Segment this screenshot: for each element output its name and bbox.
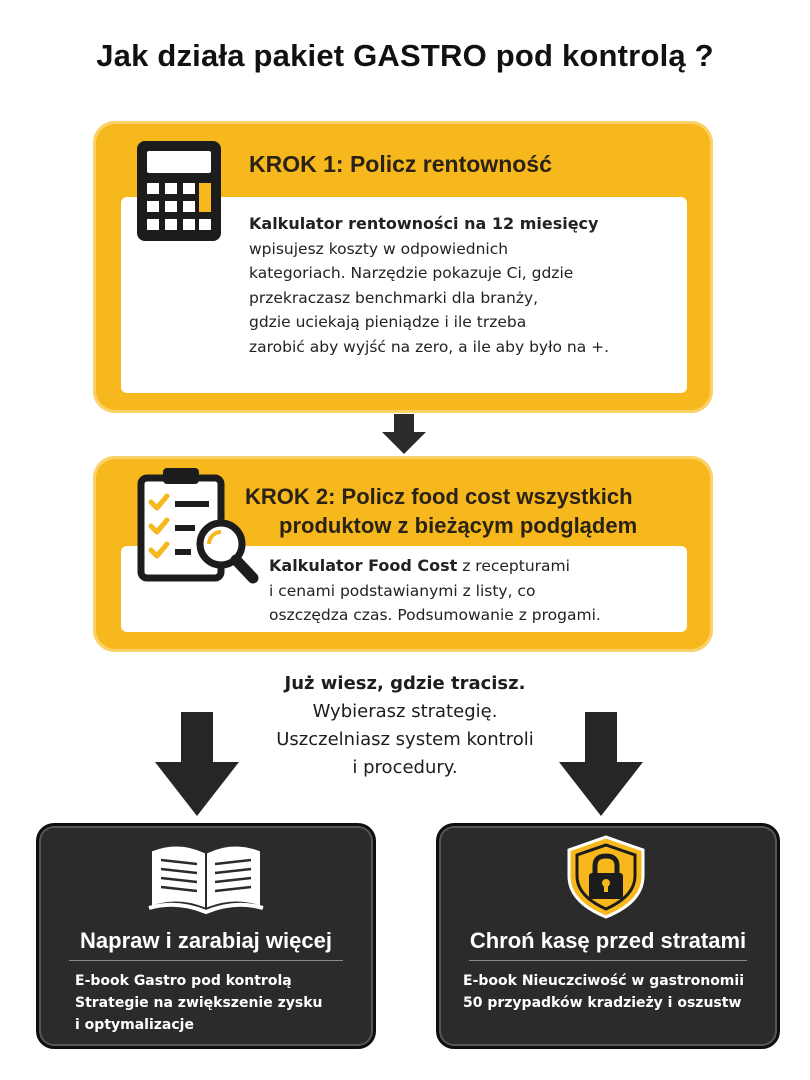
step2-card: [93, 456, 713, 652]
checklist-magnifier-icon: [135, 464, 259, 592]
arrow-down-left-icon: [155, 712, 239, 822]
shield-lock-icon: [563, 834, 649, 924]
step1-line: kategoriach. Narzędzie pokazuje Ci, gdzie: [249, 264, 574, 282]
left-box-line: E-book Gastro pod kontrolą: [75, 973, 292, 989]
step1-card: [93, 121, 713, 413]
step1-bold-line: Kalkulator rentowności na 12 miesięcy: [249, 214, 599, 233]
step2-description: [269, 554, 679, 628]
step2-line: i cenami podstawianymi z listy, co: [269, 581, 536, 600]
step1-line: gdzie uciekają pieniądze i ile trzeba: [249, 313, 527, 331]
middle-line: Uszczelniasz system kontroli: [276, 729, 534, 750]
left-box-heading: Napraw i zarabiaj więcej: [80, 928, 332, 953]
right-product-box: [436, 823, 780, 1049]
arrow-down-icon: [380, 414, 428, 460]
step1-description: [249, 212, 669, 359]
middle-line: Wybierasz strategię.: [312, 701, 498, 722]
step2-heading-line2: produktow z bieżącym podglądem: [279, 513, 638, 538]
left-product-box: [36, 823, 376, 1049]
open-book-icon: [147, 838, 265, 918]
middle-line: i procedury.: [352, 757, 458, 778]
left-box-line: i optymalizacje: [75, 1017, 194, 1033]
step2-bold: Kalkulator Food Cost: [269, 556, 458, 575]
right-box-description: [463, 970, 763, 1014]
right-box-heading: Chroń kasę przed stratami: [469, 928, 747, 953]
right-box-divider: [469, 960, 747, 961]
right-box-line: 50 przypadków kradzieży i oszustw: [463, 995, 742, 1011]
calculator-icon: [135, 139, 223, 247]
left-box-description: [75, 970, 355, 1036]
middle-bold-line: Już wiesz, gdzie tracisz.: [284, 673, 526, 694]
left-box-line: Strategie na zwiększenie zysku: [75, 995, 323, 1011]
step2-heading-line1: KROK 2: Policz food cost wszystkich: [245, 484, 633, 509]
step1-line: wpisujesz koszty w odpowiednich: [249, 239, 509, 258]
step2-line1-rest: z recepturami: [457, 557, 570, 575]
arrow-down-right-icon: [559, 712, 643, 822]
page-title: Jak działa pakiet GASTRO pod kontrolą ?: [96, 38, 714, 73]
step1-line: przekraczasz benchmarki dla branży,: [249, 288, 539, 307]
step1-line: zarobić aby wyjść na zero, a ile aby było na +.: [249, 337, 610, 356]
left-box-divider: [69, 960, 343, 961]
step1-heading: KROK 1: Policz rentowność: [249, 151, 552, 177]
step2-line: oszczędza czas. Podsumowanie z progami.: [269, 606, 601, 624]
right-box-line: E-book Nieuczciwość w gastronomii: [463, 973, 744, 989]
